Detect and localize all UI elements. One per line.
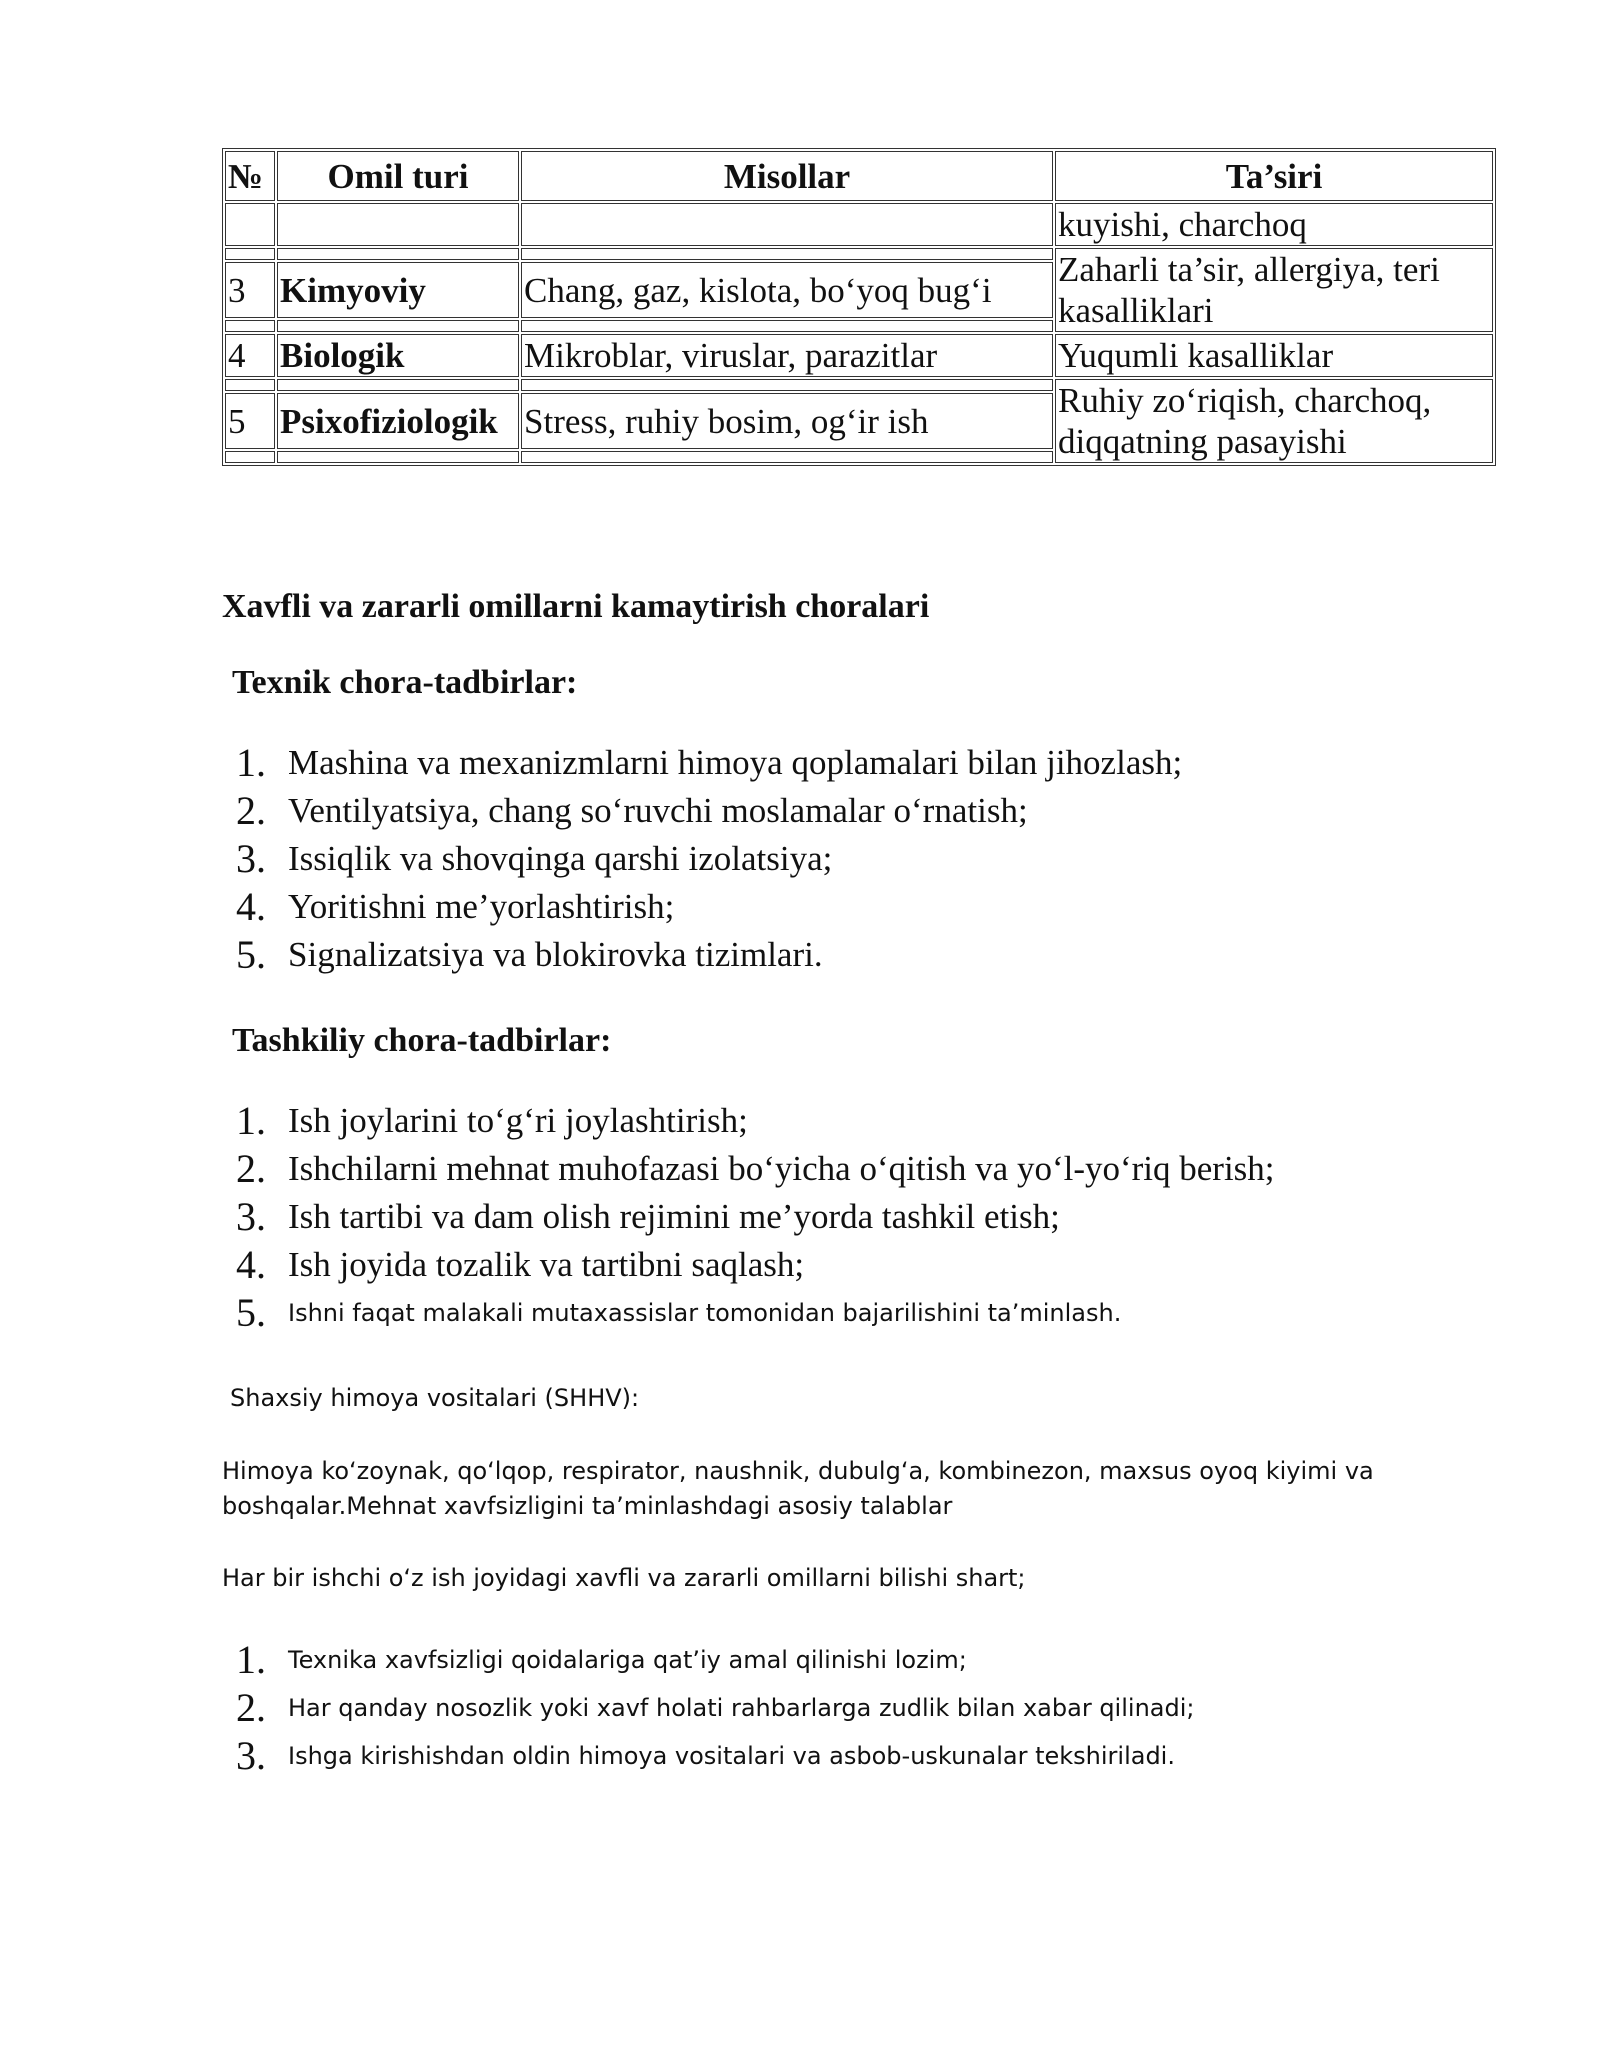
list-item: 2. Ventilyatsiya, chang so‘ruvchi moslamalar o‘rnatish; <box>236 788 1028 833</box>
factors-table <box>222 148 1496 466</box>
header-number: № <box>225 151 275 201</box>
table-cell-type: Biologik <box>277 334 519 377</box>
ppe-title: Shaxsiy himoya vositalari (SHHV): <box>230 1384 640 1412</box>
table-cell-number: 3 <box>225 262 275 318</box>
header-factor-type: Omil turi <box>277 151 519 201</box>
table-header-row <box>225 151 1493 201</box>
table-cell-number: 4 <box>225 334 275 377</box>
list-item: 4. Yoritishni me’yorlashtirish; <box>236 884 675 929</box>
table-cell-effect: kuyishi, charchoq <box>1055 203 1493 246</box>
table-cell-effect: Yuqumli kasalliklar <box>1055 334 1493 377</box>
table-cell-examples: Stress, ruhiy bosim, og‘ir ish <box>521 393 1053 449</box>
technical-measures-list <box>236 739 1182 979</box>
list-item: 3. Issiqlik va shovqinga qarshi izolatsiya; <box>236 836 833 881</box>
ppe-text: Himoya ko‘zoynak, qo‘lqop, respirator, naushnik, dubulg‘a, kombinezon, maxsus oyoq kiyimi va boshqalar.Mehnat xavfsizligini ta’minlashdagi asosiy talablar <box>222 1457 1374 1520</box>
table-cell-number: 5 <box>225 393 275 449</box>
table-cell <box>521 203 1053 246</box>
organizational-measures-title: Tashkiliy chora-tadbirlar: <box>232 1022 612 1059</box>
organizational-measures-list <box>236 1097 1275 1337</box>
list-item: 1. Mashina va mexanizmlarni himoya qoplamalari bilan jihozlash; <box>236 740 1183 785</box>
header-effect: Ta’siri <box>1055 151 1493 201</box>
table-cell-examples: Chang, gaz, kislota, bo‘yoq bug‘i <box>521 262 1053 318</box>
table-cell-effect: Ruhiy zo‘riqish, charchoq, diqqatning pasayishi <box>1055 379 1493 463</box>
table-cell <box>225 203 275 246</box>
requirements-list <box>236 1636 1194 1780</box>
table-row <box>225 334 1493 377</box>
technical-measures-title: Texnik chora-tadbirlar: <box>232 664 578 701</box>
table-cell-effect: Zaharli ta’sir, allergiya, teri kasalliklari <box>1055 248 1493 332</box>
table-cell-examples: Mikroblar, viruslar, parazitlar <box>521 334 1053 377</box>
table-cell-type: Psixofiziologik <box>277 393 519 449</box>
list-item: 4. Ish joyida tozalik va tartibni saqlash; <box>236 1242 805 1287</box>
list-item: 5. Signalizatsiya va blokirovka tizimlari. <box>236 932 823 977</box>
table-cell-type: Kimyoviy <box>277 262 519 318</box>
list-item: 2. Ishchilarni mehnat muhofazasi bo‘yicha o‘qitish va yo‘l-yo‘riq berish; <box>236 1146 1275 1191</box>
table-row <box>225 203 1493 246</box>
list-item: 3. Ishga kirishishdan oldin himoya vositalari va asbob-uskunalar tekshiriladi. <box>236 1733 1175 1778</box>
list-item: 3. Ish tartibi va dam olish rejimini me’yorda tashkil etish; <box>236 1194 1060 1239</box>
section-title: Xavfli va zararli omillarni kamaytirish choralari <box>222 588 930 625</box>
requirement-intro: Har bir ishchi o‘z ish joyidagi xavfli va zararli omillarni bilishi shart; <box>222 1564 1026 1592</box>
list-item: 5. Ishni faqat malakali mutaxassislar tomonidan bajarilishini ta’minlash. <box>236 1290 1122 1335</box>
list-item: 2. Har qanday nosozlik yoki xavf holati rahbarlarga zudlik bilan xabar qilinadi; <box>236 1685 1195 1730</box>
list-item: 1. Texnika xavfsizligi qoidalariga qat’iy amal qilinishi lozim; <box>236 1637 967 1682</box>
table-cell <box>277 203 519 246</box>
header-examples: Misollar <box>521 151 1053 201</box>
list-item: 1. Ish joylarini to‘g‘ri joylashtirish; <box>236 1098 748 1143</box>
